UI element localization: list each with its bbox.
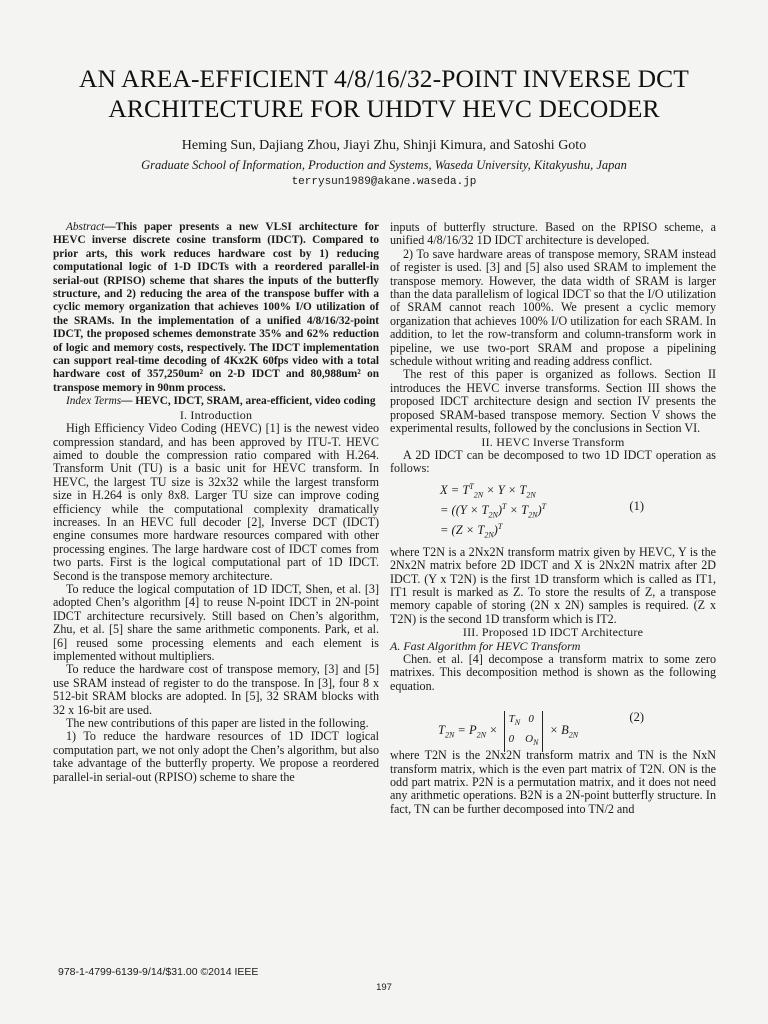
title-line-2: ARCHITECTURE FOR UHDTV HEVC DECODER — [108, 94, 660, 123]
affiliation: Graduate School of Information, Production and Systems, Waseda University, Kitakyushu, Japan — [141, 158, 627, 172]
left-column — [53, 221, 379, 784]
paragraph: The rest of this paper is organized as follows. Section II introduces the HEVC inverse transforms. Section III shows the proposed IDCT architecture design and section IV presents the proposed SRAM-based transpose memory. Section V shows the experimental results, followed by the conclusions in Section VI. — [390, 367, 716, 436]
paragraph: where T2N is the 2Nx2N transform matrix and TN is the NxN transform matrix, which is the even part matrix of T2N. ON is the odd part matrix. P2N is a permutation matrix, and it does not need any arithmetic operations. B2N is a 2N-point butterfly structure. In fact, TN can be further decomposed into TN/2 and — [390, 748, 716, 816]
paragraph: 2) To save hardware areas of transpose memory, SRAM instead of register is used. [3] and [5] also used SRAM to implement the transpose memory. However, the data width of SRAM is larger than the data parallelism of logical IDCT so that the I/O utilization of SRAM cannot reach 100%. We present a cyclic memory organization that achieves 100% I/O utilization for each SRAM. In addition, to let the row-transform and column-transform work in pipeline, we use two-port SRAM and propose a pipelining schedule without writing and reading address conflict. — [390, 246, 716, 369]
paragraph: To reduce the hardware cost of transpose memory, [3] and [5] use SRAM instead of register to do the transpose. In [3], four 8 x 512-bit SRAM blocks are adopted. In [5], 32 SRAM blocks with 32 x 16-bit are used. — [53, 662, 379, 717]
copyright-footer: 978-1-4799-6139-9/14/$31.00 ©2014 IEEE — [58, 966, 259, 978]
equation-2: $T_{2N} = P_{2N} \times T_N$ 0 0 $O_N \times B_{2N}$ (2) — [390, 699, 716, 743]
abstract — [53, 221, 379, 395]
index-terms — [53, 395, 379, 408]
paragraph: 1) To reduce the hardware resources of 1D IDCT logical computation part, we not only adopt the Chen’s algorithm, but also take advantage of the butterfly property. We propose a reordered parallel-in serial-out (RPISO) scheme to share the — [53, 729, 379, 784]
equation-1-number: (1) — [629, 498, 644, 513]
right-column — [390, 221, 716, 816]
title-line-1: AN AREA-EFFICIENT 4/8/16/32-POINT INVERSE DCT — [79, 64, 689, 93]
subsection-heading-fast-algorithm: A. Fast Algorithm for HEVC Transform — [390, 638, 581, 653]
index-terms-lead: Index Terms — [66, 395, 122, 408]
paragraph: where T2N is a 2Nx2N transform matrix given by HEVC, Y is the 2Nx2N matrix before 2D IDCT and X is 2Nx2N matrix after 2D IDCT. (Y x T2N) is the first 1D transform which is called as IT1, IT1 result is marked as Z. To store the results of Z, a transpose memory capable of storing (2N x 2N) samples is required. (Z x T2N) is the second 1D transform which is IT2. — [390, 544, 716, 626]
paper-title — [0, 64, 768, 124]
section-heading-proposed-architecture: III. Proposed 1D IDCT Architecture — [462, 625, 644, 640]
author-email: terrysun1989@akane.waseda.jp — [291, 176, 477, 188]
section-heading-introduction: I. Introduction — [179, 407, 253, 422]
paragraph: Chen. et al. [4] decompose a transform matrix to some zero matrixes. This decomposition method is shown as the following equation. — [390, 651, 716, 693]
section-heading-hevc-inverse-transform: II. HEVC Inverse Transform — [481, 434, 625, 449]
paragraph: The new contributions of this paper are listed in the following. — [66, 716, 369, 731]
index-terms-body: — HEVC, IDCT, SRAM, area-efficient, video coding — [121, 395, 376, 408]
abstract-body: —This paper presents a new VLSI architecture for HEVC inverse discrete cosine transform (IDCT). Compared to prior arts, this work reduces hardware cost by 1) reducing computational logic of 1-D IDCTs with a reordered parallel-in serial-out (RPISO) scheme that shares the inputs of the butterfly structure, and 2) reducing the area of the transpose buffer with a cyclic memory organization that achieves 100% I/O utilization of the SRAMs. In the implementation of a unified 4/8/16/32-point IDCT, the proposed schemes demonstrate 35% and 62% reduction of logic and memory costs, respectively. The IDCT implementation can support real-time decoding of 4Kx2K 60fps video with a total hardware cost of 357,250um² on 2-D IDCT and 80,988um² on transpose memory in 90nm process. — [53, 221, 379, 394]
equation-1: $X = T^T_{2N} \times Y \times T_{2N}$ = $((Y \times T_{2N})^T \times T_{2N})^T$ = $(Z \times T_{2N})^T$ (1) — [440, 481, 644, 540]
paragraph: To reduce the logical computation of 1D IDCT, Shen, et al. [3] adopted Chen’s algorithm [4] to reuse N-point IDCT in 2N-point IDCT architecture recursively. Still based on Chen’s algorithm, Zhu, et al. [5] share the same arithmetic components. Park, et al. [6] reused some processing elements and each element is implemented without multipliers. — [53, 581, 379, 663]
paragraph: High Efficiency Video Coding (HEVC) [1] is the newest video compression standard, and has been approved by ITU-T. HEVC aimed to double the compression ratio compared with H.264. Transform Unit (TU) is a basic unit for HEVC transform. In HEVC, the largest TU size is 32x32 while the largest transform size in H.264 is only 8x8. Larger TU size can improve coding efficiency while the computational complexity dramatically increases. In an HEVC full decoder [2], Inverse DCT (IDCT) engine consumes more hardware resources compared with other processing engines. The large hardware cost of IDCT comes from two parts. First is the logical computational part of 1D IDCT. Second is the transpose memory architecture. — [53, 421, 379, 583]
equation-2-number: (2) — [629, 710, 644, 725]
abstract-lead: Abstract — [66, 221, 105, 233]
paragraph: inputs of butterfly structure. Based on the RPISO scheme, a unified 4/8/16/32 1D IDCT architecture is developed. — [390, 220, 716, 248]
author-list: Heming Sun, Dajiang Zhou, Jiayi Zhu, Shinji Kimura, and Satoshi Goto — [181, 138, 587, 153]
paragraph: A 2D IDCT can be decomposed to two 1D IDCT operation as follows: — [390, 447, 716, 476]
page-number: 197 — [376, 982, 392, 993]
